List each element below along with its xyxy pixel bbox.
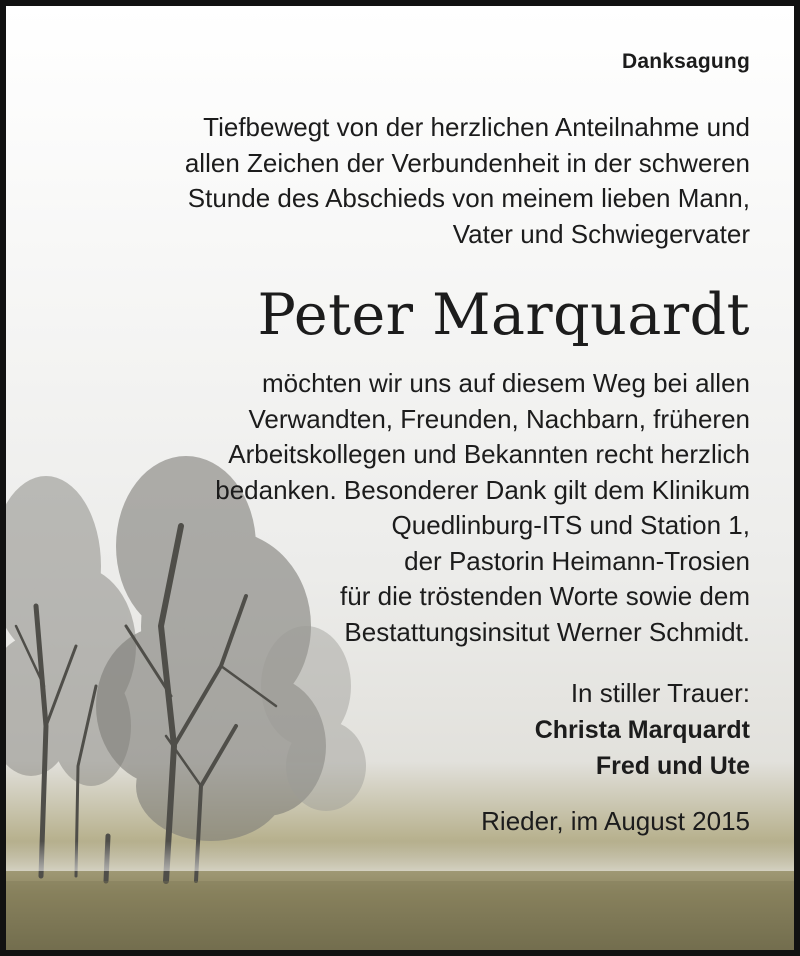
thanks-line: für die tröstenden Worte sowie dem bbox=[340, 581, 750, 611]
thanks-line: möchten wir uns auf diesem Weg bei allen bbox=[262, 368, 750, 398]
thanks-line: Arbeitskollegen und Bekannten recht herzlich bbox=[228, 439, 750, 469]
thanks-line: der Pastorin Heimann-Trosien bbox=[404, 545, 750, 576]
signer-name: Fred und Ute bbox=[595, 752, 750, 780]
intro-line: Vater und Schwiegervater bbox=[452, 218, 750, 249]
signer-name: Christa Marquardt bbox=[534, 716, 750, 744]
horizon-haze bbox=[6, 841, 794, 871]
place-date: Rieder, im August 2015 bbox=[481, 806, 750, 836]
meadow bbox=[6, 881, 794, 950]
intro-line: Stunde des Abschieds von meinem lieben Mann, bbox=[187, 183, 750, 213]
thanks-line: bedanken. Besonderer Dank gilt dem Klinikum bbox=[215, 474, 750, 505]
heading: Danksagung bbox=[621, 50, 750, 73]
intro-line: allen Zeichen der Verbundenheit in der schweren bbox=[184, 147, 750, 178]
mourning-label: In stiller Trauer: bbox=[570, 678, 750, 708]
thanks-line: Bestattungsinsitut Werner Schmidt. bbox=[344, 616, 750, 647]
thanks-paragraph bbox=[50, 366, 750, 650]
deceased-name: Peter Marquardt bbox=[257, 282, 750, 348]
intro-paragraph bbox=[50, 110, 750, 252]
intro-line: Tiefbewegt von der herzlichen Anteilnahme und bbox=[203, 112, 750, 142]
thanks-line: Verwandten, Freunden, Nachbarn, früheren bbox=[248, 403, 750, 434]
thanks-line: Quedlinburg-ITS und Station 1, bbox=[391, 510, 750, 540]
